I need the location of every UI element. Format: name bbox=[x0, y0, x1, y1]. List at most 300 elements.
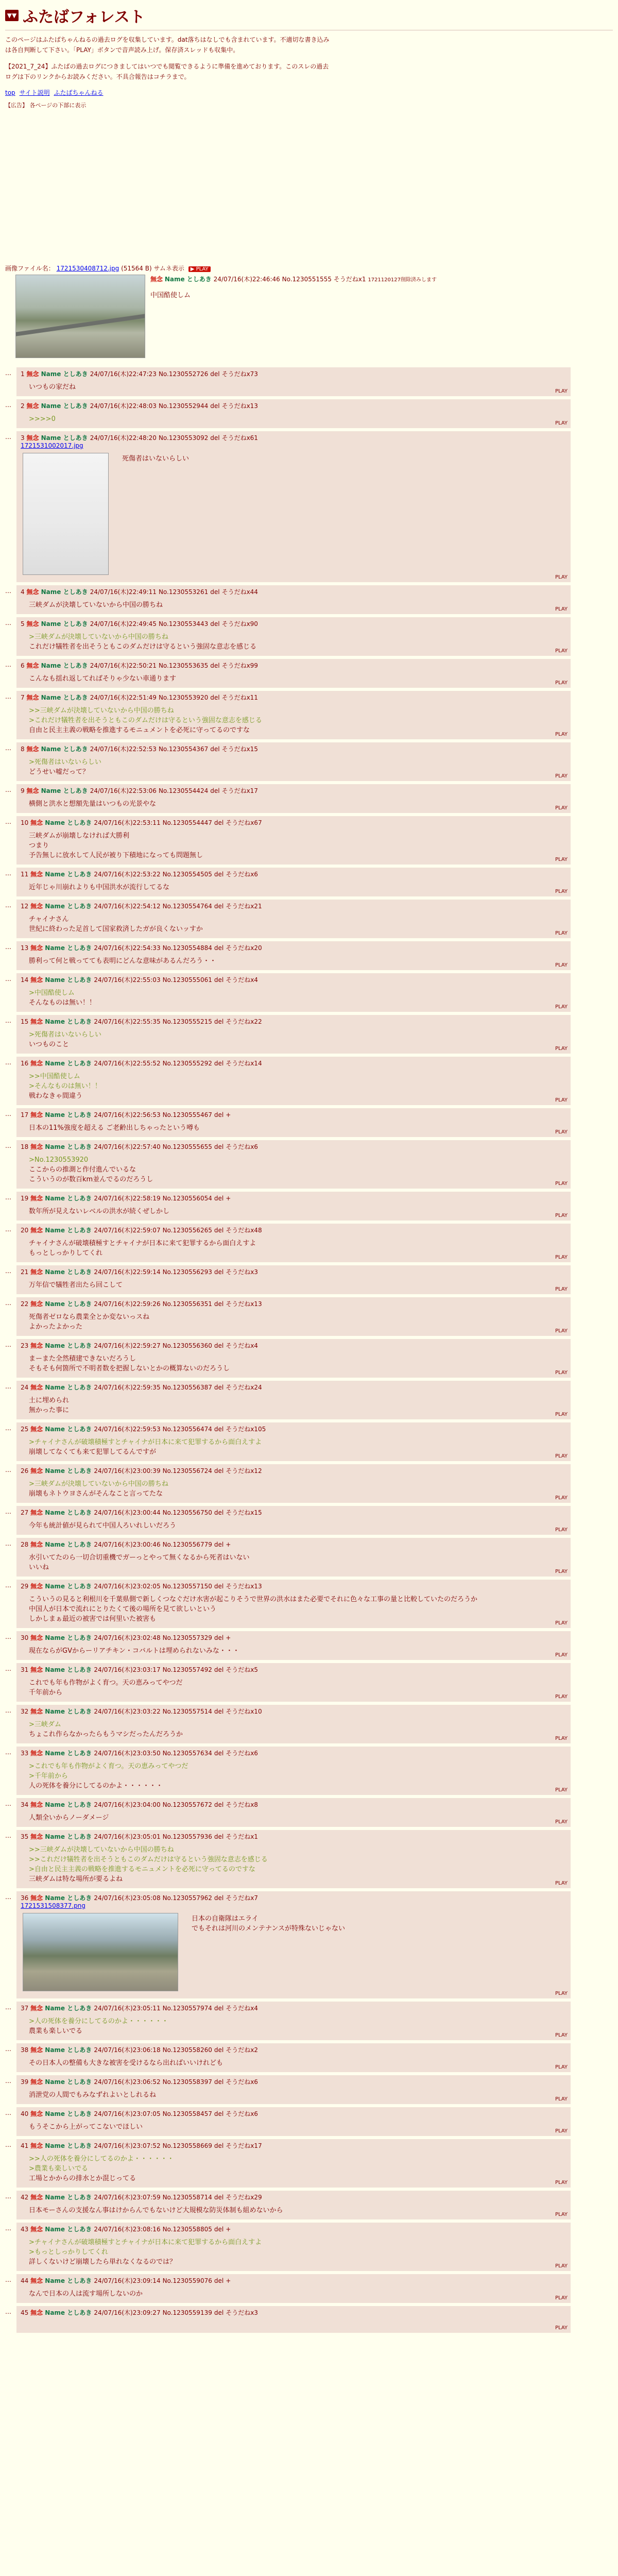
reply-number[interactable]: No.1230558457 bbox=[162, 2110, 212, 2117]
reply-soda[interactable]: + bbox=[226, 2277, 231, 2284]
reply-number[interactable]: No.1230555292 bbox=[162, 1060, 212, 1067]
reply-del-link[interactable]: del bbox=[214, 944, 224, 952]
reply-soda[interactable]: そうだねx1 bbox=[226, 1833, 258, 1840]
reply-del-link[interactable]: del bbox=[214, 1384, 224, 1391]
reply-soda[interactable]: そうだねx17 bbox=[221, 787, 258, 794]
reply-subject: 無念 bbox=[30, 1384, 45, 1391]
reply-number[interactable]: No.1230557936 bbox=[162, 1833, 212, 1840]
reply-del-link[interactable]: del bbox=[214, 1227, 224, 1234]
play-button[interactable]: PLAY bbox=[555, 2180, 568, 2185]
reply-del-link[interactable]: del bbox=[210, 745, 220, 753]
message-line: まーまた全然積建できないだろうし bbox=[29, 1355, 136, 1363]
play-button[interactable]: PLAY bbox=[555, 962, 568, 968]
reply-datetime: 24/07/16(木)23:05:08 bbox=[94, 1894, 161, 1902]
reply-soda[interactable]: そうだねx22 bbox=[226, 1018, 262, 1025]
reply-del-link[interactable]: del bbox=[210, 370, 220, 378]
reply-arrow: … bbox=[5, 786, 11, 793]
reply-subject: 無念 bbox=[26, 745, 41, 753]
quote-line: >そんなものは無い！！ bbox=[29, 1082, 101, 1090]
play-button[interactable]: PLAY bbox=[555, 1286, 568, 1292]
reply-name: Name としあき bbox=[41, 662, 90, 669]
reply-number[interactable]: No.1230553635 bbox=[158, 662, 209, 669]
reply-del-link[interactable]: del bbox=[214, 871, 224, 878]
reply-number[interactable]: No.1230557150 bbox=[162, 1583, 212, 1590]
reply-del-link[interactable]: del bbox=[214, 1666, 224, 1673]
play-button[interactable]: PLAY bbox=[555, 1453, 568, 1459]
reply-number[interactable]: No.1230556293 bbox=[162, 1268, 212, 1276]
reply-soda[interactable]: そうだねx2 bbox=[226, 2046, 258, 2054]
play-button[interactable]: PLAY bbox=[555, 1819, 568, 1825]
reply-body bbox=[29, 2058, 566, 2068]
play-button[interactable]: PLAY bbox=[555, 1129, 568, 1135]
reply-del-link[interactable]: del bbox=[214, 1195, 224, 1202]
reply-number[interactable]: No.1230558714 bbox=[162, 2194, 212, 2201]
reply-del-link[interactable]: del bbox=[214, 2309, 224, 2316]
reply-soda[interactable]: そうだねx44 bbox=[221, 588, 258, 596]
reply-datetime: 24/07/16(木)22:59:27 bbox=[94, 1342, 161, 1349]
reply-del-link[interactable]: del bbox=[214, 819, 224, 826]
reply-soda[interactable]: そうだねx3 bbox=[226, 1268, 258, 1276]
quote-line: >三峡ダムが決壊していないから中国の勝ちね bbox=[29, 1480, 168, 1488]
op-file-link[interactable]: 1721530408712.jpg bbox=[56, 265, 119, 272]
about-link[interactable]: サイト説明 bbox=[19, 89, 50, 96]
reply-number[interactable]: No.1230554764 bbox=[162, 903, 212, 910]
reply-del-link[interactable]: del bbox=[214, 2046, 224, 2054]
reply-soda[interactable]: そうだねx61 bbox=[221, 434, 258, 442]
play-button[interactable]: ▶ PLAY bbox=[188, 266, 211, 272]
reply-soda[interactable]: そうだねx48 bbox=[226, 1227, 262, 1234]
reply-number[interactable]: No.1230557672 bbox=[162, 1801, 212, 1808]
reply-soda[interactable]: そうだねx12 bbox=[226, 1467, 262, 1475]
reply-del-link[interactable]: del bbox=[214, 1894, 224, 1902]
reply-del-link[interactable]: del bbox=[214, 2277, 224, 2284]
play-button[interactable]: PLAY bbox=[555, 1213, 568, 1218]
reply-number[interactable]: No.1230555467 bbox=[162, 1111, 212, 1118]
reply-thumbnail[interactable] bbox=[23, 453, 109, 575]
reply-del-link[interactable]: del bbox=[214, 2110, 224, 2117]
op-post bbox=[5, 275, 613, 363]
reply-number[interactable]: No.1230556387 bbox=[162, 1384, 212, 1391]
reply-del-link[interactable]: del bbox=[210, 694, 220, 701]
reply-soda[interactable]: + bbox=[226, 1541, 231, 1548]
reply-datetime: 24/07/16(木)22:55:35 bbox=[94, 1018, 161, 1025]
reply-number[interactable]: No.1230557634 bbox=[162, 1750, 212, 1757]
reply-del-link[interactable]: del bbox=[214, 903, 224, 910]
reply-number[interactable]: No.1230557329 bbox=[162, 1634, 212, 1641]
reply-header bbox=[21, 661, 566, 670]
reply-arrow: … bbox=[5, 1582, 11, 1589]
reply-row bbox=[5, 900, 613, 938]
reply-del-link[interactable]: del bbox=[214, 1509, 224, 1516]
reply-number[interactable]: No.1230558805 bbox=[162, 2226, 212, 2233]
reply-soda[interactable]: そうだねx6 bbox=[226, 1143, 258, 1150]
reply-box bbox=[16, 1705, 571, 1743]
reply-body bbox=[29, 1207, 566, 1216]
play-button[interactable]: PLAY bbox=[555, 930, 568, 936]
reply-datetime: 24/07/16(木)23:07:59 bbox=[94, 2194, 161, 2201]
message-line: よかったよかった bbox=[29, 1323, 83, 1331]
reply-body bbox=[29, 1030, 566, 1049]
play-button[interactable]: PLAY bbox=[555, 1328, 568, 1334]
reply-del-link[interactable]: del bbox=[214, 1634, 224, 1641]
reply-del-link[interactable]: del bbox=[214, 1801, 224, 1808]
reply-del-link[interactable]: del bbox=[214, 1833, 224, 1840]
reply-media bbox=[21, 450, 566, 578]
play-button[interactable]: PLAY bbox=[555, 2212, 568, 2217]
play-button[interactable]: PLAY bbox=[555, 1880, 568, 1886]
reply-header bbox=[21, 1832, 566, 1841]
reply-del-link[interactable]: del bbox=[214, 1111, 224, 1118]
reply-number[interactable]: No.1230559139 bbox=[162, 2309, 212, 2316]
reply-number[interactable]: No.1230555215 bbox=[162, 1018, 212, 1025]
reply-row bbox=[5, 742, 613, 781]
reply-row bbox=[5, 2075, 613, 2104]
play-button[interactable]: PLAY bbox=[555, 805, 568, 811]
quote-line: >死傷者はいないらしい bbox=[29, 1031, 101, 1039]
reply-arrow: … bbox=[5, 1299, 11, 1307]
reply-number[interactable]: No.1230556750 bbox=[162, 1509, 212, 1516]
reply-subject: 無念 bbox=[30, 944, 45, 952]
reply-soda[interactable]: そうだねx6 bbox=[226, 1750, 258, 1757]
reply-header bbox=[21, 1665, 566, 1674]
play-button[interactable]: PLAY bbox=[555, 2295, 568, 2301]
reply-soda[interactable]: そうだねx73 bbox=[221, 370, 258, 378]
reply-index: 43 bbox=[21, 2226, 31, 2233]
reply-name: Name としあき bbox=[45, 2142, 94, 2149]
reply-body bbox=[29, 1761, 566, 1791]
reply-datetime: 24/07/16(木)22:48:03 bbox=[90, 402, 157, 410]
reply-soda[interactable]: そうだねx4 bbox=[226, 2005, 258, 2012]
reply-soda[interactable]: そうだねx10 bbox=[226, 1708, 262, 1715]
reply-soda[interactable]: そうだねx3 bbox=[226, 2309, 258, 2316]
reply-row bbox=[5, 784, 613, 813]
reply-media bbox=[21, 1910, 566, 1994]
play-button[interactable]: PLAY bbox=[555, 1527, 568, 1533]
play-button[interactable]: PLAY bbox=[555, 648, 568, 654]
reply-number[interactable]: No.1230559076 bbox=[162, 2277, 212, 2284]
reply-subject: 無念 bbox=[26, 434, 41, 442]
intro-paragraph: 【2021_7_24】ふたばの過去ログにつきましてはいつでも閲覧できるように準備を進めております。このスレの過去ログは下のリンクからお読みください。不具合報告はコチラまで。 bbox=[5, 63, 329, 80]
reply-del-link[interactable]: del bbox=[214, 1018, 224, 1025]
reply-datetime: 24/07/16(木)22:59:07 bbox=[94, 1227, 161, 1234]
play-button[interactable]: PLAY bbox=[555, 420, 568, 426]
reply-index: 26 bbox=[21, 1467, 31, 1475]
message-line: 農業も楽しいでる bbox=[29, 2027, 83, 2035]
reply-soda[interactable]: そうだねx105 bbox=[226, 1426, 266, 1433]
reply-index: 2 bbox=[21, 402, 27, 410]
reply-header bbox=[21, 943, 566, 952]
play-button[interactable]: PLAY bbox=[555, 574, 568, 580]
reply-soda[interactable]: そうだねx67 bbox=[226, 819, 262, 826]
play-button[interactable]: PLAY bbox=[555, 1694, 568, 1700]
play-button[interactable]: PLAY bbox=[555, 2096, 568, 2102]
op-thumbnail[interactable] bbox=[15, 275, 145, 358]
reply-name: Name としあき bbox=[41, 620, 90, 628]
reply-header bbox=[21, 619, 566, 628]
reply-del-link[interactable]: del bbox=[214, 976, 224, 984]
reply-header bbox=[21, 2141, 566, 2150]
quote-line: >自由と民主主義の戦略を推進するモニュメントを必死に守ってるのですな bbox=[29, 1866, 255, 1873]
reply-number[interactable]: No.1230556054 bbox=[162, 1195, 212, 1202]
reply-number[interactable]: No.1230554884 bbox=[162, 944, 212, 952]
reply-name: Name としあき bbox=[45, 1750, 94, 1757]
reply-name: Name としあき bbox=[45, 2277, 94, 2284]
reply-soda[interactable]: そうだねx13 bbox=[221, 402, 258, 410]
reply-number[interactable]: No.1230556474 bbox=[162, 1426, 212, 1433]
reply-number[interactable]: No.1230555061 bbox=[162, 976, 212, 984]
play-button[interactable]: PLAY bbox=[555, 1412, 568, 1417]
reply-number[interactable]: No.1230556265 bbox=[162, 1227, 212, 1234]
reply-number[interactable]: No.1230554505 bbox=[162, 871, 212, 878]
reply-soda[interactable]: そうだねx13 bbox=[226, 1583, 262, 1590]
reply-index: 29 bbox=[21, 1583, 31, 1590]
reply-row bbox=[5, 2043, 613, 2072]
reply-body bbox=[29, 1239, 566, 1258]
reply-number[interactable]: No.1230553261 bbox=[158, 588, 209, 596]
reply-soda[interactable]: そうだねx6 bbox=[226, 2078, 258, 2086]
message-line: これでも年も作物がよく育つ。天の恵みってやつだ bbox=[29, 1679, 183, 1687]
reply-row bbox=[5, 1108, 613, 1137]
op-soda[interactable]: そうだねx1 bbox=[333, 276, 366, 283]
reply-number[interactable]: No.1230556724 bbox=[162, 1467, 212, 1475]
reply-soda[interactable]: そうだねx5 bbox=[226, 1666, 258, 1673]
top-link[interactable]: top bbox=[5, 89, 15, 96]
play-button[interactable]: PLAY bbox=[555, 1004, 568, 1010]
reply-number[interactable]: No.1230557514 bbox=[162, 1708, 212, 1715]
reply-del-link[interactable]: del bbox=[214, 1268, 224, 1276]
play-button[interactable]: PLAY bbox=[555, 1620, 568, 1626]
reply-del-link[interactable]: del bbox=[214, 1060, 224, 1067]
reply-soda[interactable]: + bbox=[226, 1111, 231, 1118]
reply-number[interactable]: No.1230557492 bbox=[162, 1666, 212, 1673]
message-line: 崩壊してなくても来て犯罪してるんですが bbox=[29, 1448, 157, 1456]
play-button[interactable]: PLAY bbox=[555, 1495, 568, 1501]
reply-row bbox=[5, 1297, 613, 1336]
reply-row bbox=[5, 816, 613, 865]
reply-box bbox=[16, 659, 571, 688]
site-logo[interactable]: ▼▼ bbox=[5, 10, 19, 21]
play-button[interactable]: PLAY bbox=[555, 773, 568, 779]
reply-datetime: 24/07/16(木)23:00:39 bbox=[94, 1467, 161, 1475]
reply-number[interactable]: No.1230557962 bbox=[162, 1894, 212, 1902]
reply-number[interactable]: No.1230554447 bbox=[162, 819, 212, 826]
reply-soda[interactable]: そうだねx15 bbox=[221, 745, 258, 753]
reply-name: Name としあき bbox=[45, 2309, 94, 2316]
reply-del-link[interactable]: del bbox=[214, 2142, 224, 2149]
reply-soda[interactable]: + bbox=[226, 1195, 231, 1202]
reply-del-link[interactable]: del bbox=[210, 402, 220, 410]
reply-arrow: … bbox=[5, 1059, 11, 1066]
reply-index: 25 bbox=[21, 1426, 31, 1433]
reply-index: 27 bbox=[21, 1509, 31, 1516]
play-button[interactable]: PLAY bbox=[555, 889, 568, 894]
play-button[interactable]: PLAY bbox=[555, 680, 568, 686]
quote-line: >>>>0 bbox=[29, 415, 56, 423]
reply-number[interactable]: No.1230558669 bbox=[162, 2142, 212, 2149]
reply-del-link[interactable]: del bbox=[214, 1342, 224, 1349]
reply-soda[interactable]: そうだねx11 bbox=[221, 694, 258, 701]
reply-number[interactable]: No.1230554424 bbox=[158, 787, 209, 794]
reply-del-link[interactable]: del bbox=[214, 1708, 224, 1715]
reply-subject: 無念 bbox=[30, 1894, 45, 1902]
reply-del-link[interactable]: del bbox=[214, 1467, 224, 1475]
reply-del-link[interactable]: del bbox=[214, 2005, 224, 2012]
reply-soda[interactable]: そうだねx15 bbox=[226, 1509, 262, 1516]
reply-arrow: … bbox=[5, 975, 11, 982]
reply-index: 15 bbox=[21, 1018, 31, 1025]
message-line: 死傷者はいないらしい bbox=[122, 455, 190, 463]
reply-soda[interactable]: そうだねx13 bbox=[226, 1300, 262, 1308]
reply-index: 35 bbox=[21, 1833, 31, 1840]
play-button[interactable]: PLAY bbox=[555, 1255, 568, 1260]
play-button[interactable]: PLAY bbox=[555, 1736, 568, 1741]
reply-soda[interactable]: そうだねx90 bbox=[221, 620, 258, 628]
reply-box bbox=[16, 691, 571, 739]
quote-line: >農業も楽しいでる bbox=[29, 2165, 88, 2173]
reply-soda[interactable]: そうだねx8 bbox=[226, 1801, 258, 1808]
reply-del-link[interactable]: del bbox=[214, 1426, 224, 1433]
reply-number[interactable]: No.1230554367 bbox=[158, 745, 209, 753]
reply-index: 11 bbox=[21, 871, 31, 878]
play-button[interactable]: PLAY bbox=[555, 2263, 568, 2269]
reply-arrow: … bbox=[5, 2109, 11, 2116]
play-button[interactable]: PLAY bbox=[555, 1370, 568, 1376]
reply-del-link[interactable]: del bbox=[214, 1541, 224, 1548]
reply-soda[interactable]: + bbox=[226, 2226, 231, 2233]
reply-del-link[interactable]: del bbox=[214, 2226, 224, 2233]
reply-soda[interactable]: そうだねx14 bbox=[226, 1060, 262, 1067]
reply-number[interactable]: No.1230552944 bbox=[158, 402, 209, 410]
play-button[interactable]: PLAY bbox=[555, 1181, 568, 1187]
reply-soda[interactable]: そうだねx99 bbox=[221, 662, 258, 669]
message-line: 千年前から bbox=[29, 1689, 63, 1697]
reply-name: Name としあき bbox=[45, 2226, 94, 2233]
reply-number[interactable]: No.1230553920 bbox=[158, 694, 209, 701]
reply-number[interactable]: No.1230558397 bbox=[162, 2078, 212, 2086]
reply-del-link[interactable]: del bbox=[210, 662, 220, 669]
reply-soda[interactable]: そうだねx29 bbox=[226, 2194, 262, 2201]
reply-soda[interactable]: そうだねx17 bbox=[226, 2142, 262, 2149]
reply-soda[interactable]: そうだねx6 bbox=[226, 2110, 258, 2117]
reply-subject: 無念 bbox=[30, 1666, 45, 1673]
reply-soda[interactable]: そうだねx7 bbox=[226, 1894, 258, 1902]
reply-header bbox=[21, 1267, 566, 1276]
reply-number[interactable]: No.1230556351 bbox=[162, 1300, 212, 1308]
reply-arrow: … bbox=[5, 1341, 11, 1348]
reply-body bbox=[29, 382, 566, 392]
reply-file-link[interactable]: 1721531508377.png bbox=[21, 1902, 85, 1909]
reply-del-link[interactable]: del bbox=[214, 1583, 224, 1590]
reply-index: 7 bbox=[21, 694, 27, 701]
reply-number[interactable]: No.1230558260 bbox=[162, 2046, 212, 2054]
reply-number[interactable]: No.1230553443 bbox=[158, 620, 209, 628]
reply-soda[interactable]: そうだねx20 bbox=[226, 944, 262, 952]
reply-arrow: … bbox=[5, 1425, 11, 1432]
reply-number[interactable]: No.1230556360 bbox=[162, 1342, 212, 1349]
message-line: チャイナさん bbox=[29, 916, 69, 923]
reply-header bbox=[21, 2004, 566, 2012]
play-button[interactable]: PLAY bbox=[555, 1787, 568, 1793]
reply-row bbox=[5, 2274, 613, 2303]
play-button[interactable]: PLAY bbox=[555, 1097, 568, 1103]
reply-soda[interactable]: そうだねx24 bbox=[226, 1384, 262, 1391]
reply-del-link[interactable]: del bbox=[214, 2194, 224, 2201]
play-button[interactable]: PLAY bbox=[555, 2325, 568, 2331]
play-button[interactable]: PLAY bbox=[555, 2032, 568, 2038]
message-line: もっとしっかりしてくれ bbox=[29, 1249, 103, 1257]
message-line: 消泄党の人間でもみなずれよいとしれるね bbox=[29, 2091, 157, 2099]
play-button[interactable]: PLAY bbox=[555, 2064, 568, 2070]
message-line: 三峡ダムが決壊していないから中国の勝ちね bbox=[29, 601, 163, 609]
site-header bbox=[5, 0, 613, 30]
reply-del-link[interactable]: del bbox=[214, 1300, 224, 1308]
reply-file-link[interactable]: 1721531002017.jpg bbox=[21, 442, 83, 449]
reply-soda[interactable]: + bbox=[226, 1634, 231, 1641]
reply-subject: 無念 bbox=[26, 787, 41, 794]
message-line: 日本モーさんの支援なん事はけからんでもないけど大規模な防災体制も組めないから bbox=[29, 2207, 283, 2214]
reply-body bbox=[29, 1813, 566, 1823]
reply-soda[interactable]: そうだねx4 bbox=[226, 976, 258, 984]
reply-index: 17 bbox=[21, 1111, 31, 1118]
reply-row bbox=[5, 1224, 613, 1262]
reply-del-link[interactable]: del bbox=[210, 787, 220, 794]
reply-box bbox=[16, 1631, 571, 1660]
reply-del-link[interactable]: del bbox=[214, 1143, 224, 1150]
play-button[interactable]: PLAY bbox=[555, 388, 568, 394]
play-button[interactable]: PLAY bbox=[555, 2128, 568, 2134]
reply-header bbox=[21, 2077, 566, 2086]
reply-del-link[interactable]: del bbox=[210, 588, 220, 596]
play-button[interactable]: PLAY bbox=[555, 1569, 568, 1574]
message-line: どうせい嘘だって？ bbox=[29, 768, 90, 776]
reply-soda[interactable]: そうだねx6 bbox=[226, 871, 258, 878]
reply-soda[interactable]: そうだねx21 bbox=[226, 903, 262, 910]
reply-arrow: … bbox=[5, 2004, 11, 2011]
play-button[interactable]: PLAY bbox=[555, 732, 568, 737]
reply-number[interactable]: No.1230555655 bbox=[162, 1143, 212, 1150]
reply-del-link[interactable]: del bbox=[210, 620, 220, 628]
reply-thumbnail[interactable] bbox=[23, 1913, 178, 1991]
reply-number[interactable]: No.1230552726 bbox=[158, 370, 209, 378]
reply-datetime: 24/07/16(木)22:59:53 bbox=[94, 1426, 161, 1433]
quote-line: >チャイナさんが破壊積極すとチャイナが日本に来て犯罪するから面白えすよ bbox=[29, 1438, 262, 1446]
reply-subject: 無念 bbox=[30, 903, 45, 910]
reply-subject: 無念 bbox=[30, 2110, 45, 2117]
reply-number[interactable]: No.1230553092 bbox=[158, 434, 209, 442]
futaba-link[interactable]: ふたばちゃんねる bbox=[54, 89, 104, 96]
play-button[interactable]: PLAY bbox=[555, 1046, 568, 1052]
reply-name: Name としあき bbox=[41, 370, 90, 378]
reply-name: Name としあき bbox=[45, 944, 94, 952]
reply-soda[interactable]: そうだねx4 bbox=[226, 1342, 258, 1349]
reply-number[interactable]: No.1230556779 bbox=[162, 1541, 212, 1548]
play-button[interactable]: PLAY bbox=[555, 857, 568, 862]
op-number[interactable]: No.1230551555 bbox=[282, 276, 332, 283]
thread bbox=[5, 264, 613, 363]
reply-body bbox=[29, 1595, 566, 1624]
reply-box bbox=[16, 784, 571, 813]
reply-number[interactable]: No.1230557974 bbox=[162, 2005, 212, 2012]
play-button[interactable]: PLAY bbox=[555, 606, 568, 612]
play-button[interactable]: PLAY bbox=[555, 1991, 568, 1996]
reply-index: 1 bbox=[21, 370, 27, 378]
reply-body bbox=[29, 1646, 566, 1656]
reply-del-link[interactable]: del bbox=[214, 1750, 224, 1757]
play-button[interactable]: PLAY bbox=[555, 1652, 568, 1658]
reply-del-link[interactable]: del bbox=[214, 2078, 224, 2086]
message-line: こういうの見ると利根川を千葉県側で新しくつなぐだけ水害が起こりそうで世界の洪水はまた必要でそれに色々な工事の量と比較していたのだろうか bbox=[29, 1596, 478, 1603]
reply-del-link[interactable]: del bbox=[210, 434, 220, 442]
